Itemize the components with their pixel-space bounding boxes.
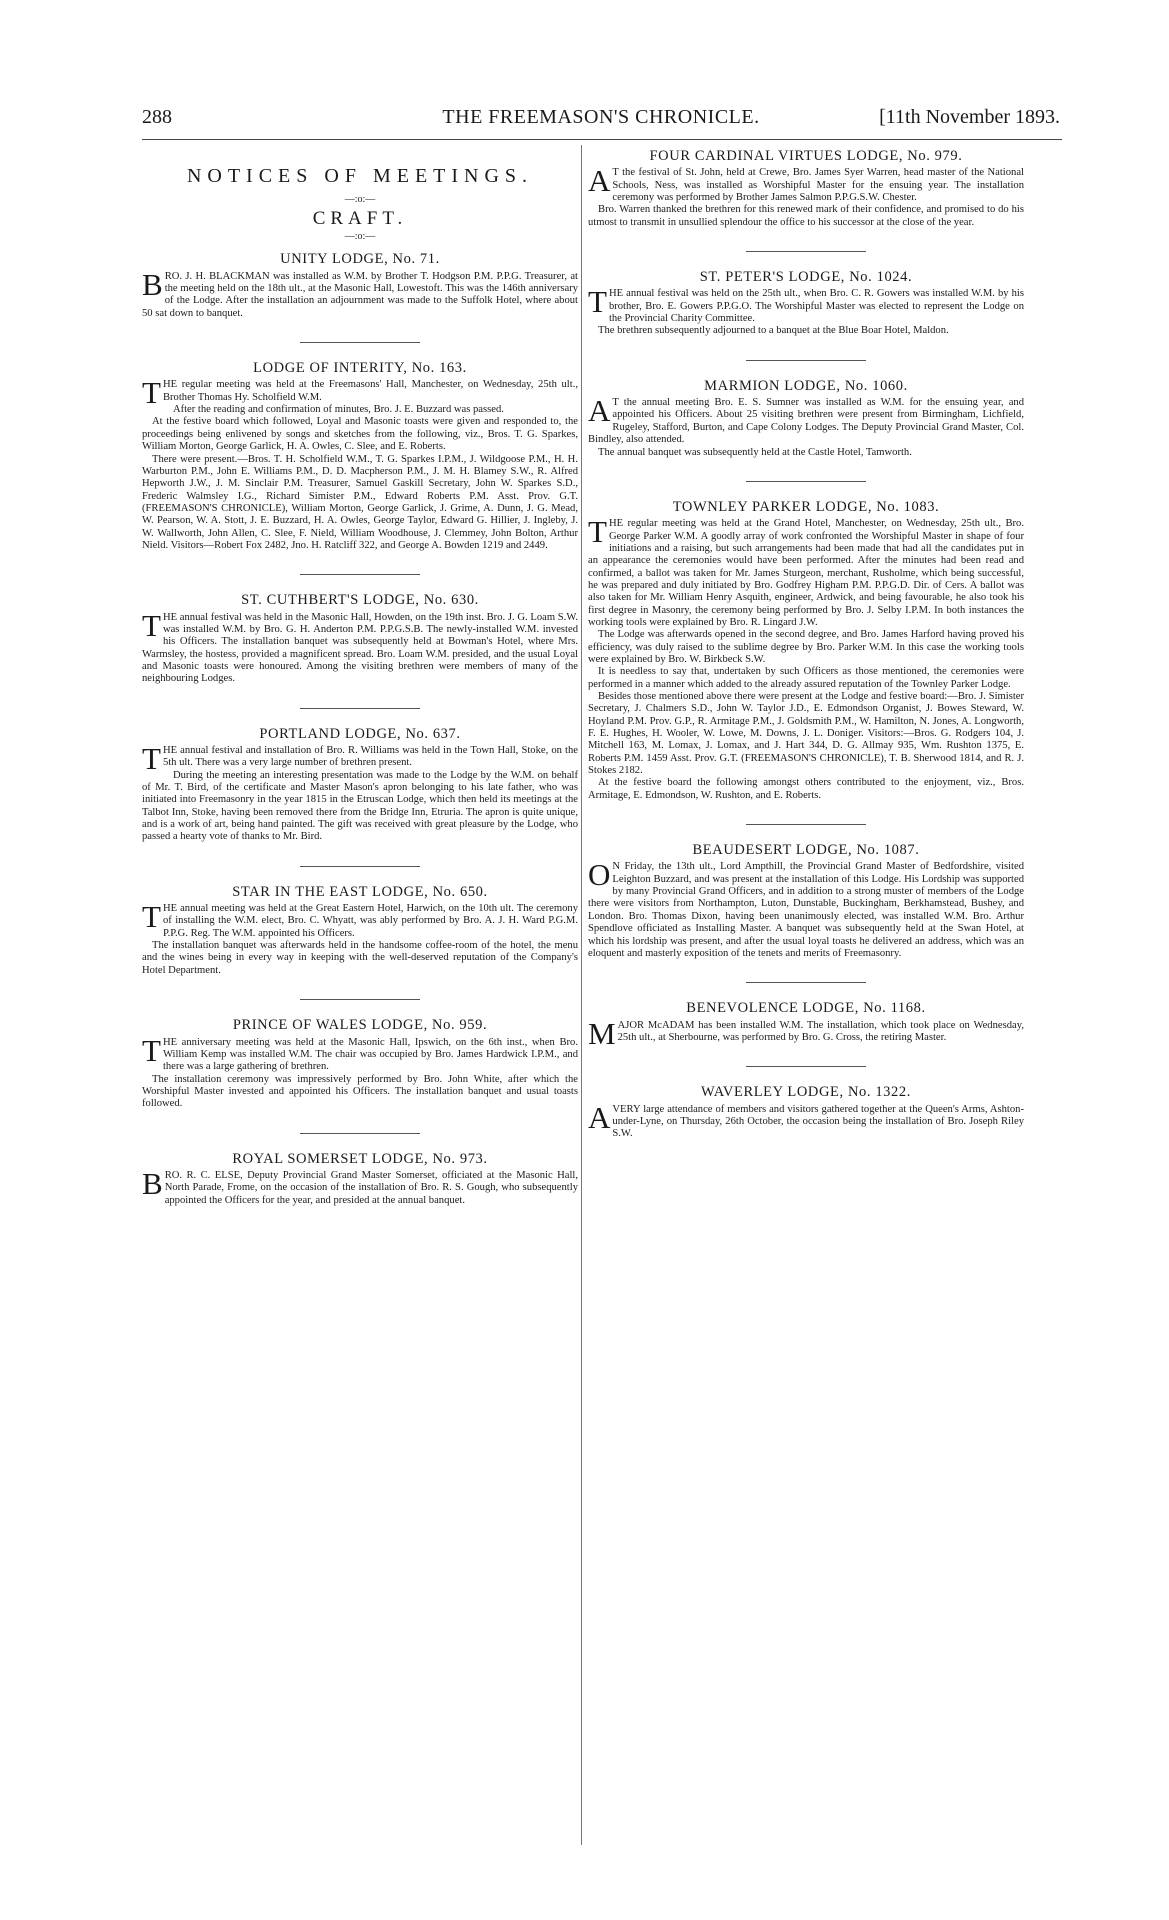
notice-paragraph: At the festive board the following amongst others contributed to the enjoyment, viz., Bros. Armitage, E. Edmondson, W. Rushton, and E. Roberts. <box>588 777 1024 801</box>
notice-paragraph: THE anniversary meeting was held at the Masonic Hall, Ipswich, on the 6th inst., when Bro. William Kemp was installed W.M. The chair was occupied by Bro. James Hardwick I.P.M., and there was a large gathering of brethren. <box>142 1032 578 1073</box>
section-rule <box>746 824 866 825</box>
notice-paragraph: THE annual festival was held in the Masonic Hall, Howden, on the 19th inst. Bro. J. G. Loam S.W. was installed W.M. by Bro. G. H. Anderton P.M. P.P.G.S.B. The newly-installed W.M. invested his Officers. The installation banquet was subsequently held at Bowman's Hotel, where Mrs. Warmsley, the hostess, provided a magnificent spread. Bro. Loam W.M. presided, and the usual Loyal and Masonic toasts were honoured. Among the visiting brethren were members of many of the neighbouring Lodges. <box>142 607 578 685</box>
lodge-title: UNITY LODGE, No. 71. <box>280 251 440 268</box>
notice-paragraph: BRO. R. C. ELSE, Deputy Provincial Grand Master Somerset, officiated at the Masonic Hall, North Parade, Frome, on the occasion of the installation of Bro. R. S. Gough, who subsequently appointed the Officers for the year, and presided at the annual banquet. <box>142 1165 578 1206</box>
lodge-notice <box>588 1000 1024 1051</box>
lodge-notice <box>142 253 578 320</box>
left-column <box>142 150 578 1207</box>
notice-paragraph: THE regular meeting was held at the Grand Hotel, Manchester, on Wednesday, 25th ult., Bro. George Parker W.M. A goodly array of work confronted the Worshipful Master in shape of four initiations and a raising, but such arrangements had been made that had all the candidates put in an appearance the ceremonies would have been performed. After the minutes had been read and confirmed, a ballot was taken for Mr. James Sturgeon, merchant, Rusholme, which being successful, he was prepared and duly initiated by Bro. Godfrey Higham P.M. P.P.G.D. Dir. of Cers. A ballot was also taken for Mr. William Henry Asquith, engineer, Ardwick, and being favourable, he also took his first degree in Masonry, the ceremony being performed by Bro. J. Selby I.P.M. In both instances the working tools were explained by Bro. R. Lingard J.W. <box>588 514 1024 628</box>
lodge-title: STAR IN THE EAST LODGE, No. 650. <box>232 883 488 900</box>
section-rule <box>300 999 420 1000</box>
lodge-title: ROYAL SOMERSET LODGE, No. 973. <box>232 1150 488 1167</box>
lodge-title: MARMION LODGE, No. 1060. <box>704 377 908 394</box>
notice-paragraph: During the meeting an interesting presentation was made to the Lodge by the W.M. on behalf of Mr. T. Bird, of the certificate and Master Mason's apron belonging to his late father, who was initiated into Freemasonry in the year 1815 in the Etruscan Lodge, which then held its meetings at the Talbot Inn, Stoke, having been removed there from the Bridge Inn, Etruria. The apron is quite unique, and is a work of art, being hand painted. The gift was received with great pleasure by the Lodge, who passed a hearty vote of thanks to Mr. Bird. <box>142 769 578 843</box>
lodge-title: LODGE OF INTERITY, No. 163. <box>253 360 467 377</box>
craft-heading: CRAFT. <box>312 207 408 229</box>
right-column <box>588 150 1024 1141</box>
lodge-title: BEAUDESERT LODGE, No. 1087. <box>692 842 920 859</box>
section-rule <box>746 982 866 983</box>
lodge-title: FOUR CARDINAL VIRTUES LODGE, No. 979. <box>649 148 963 164</box>
notice-paragraph: After the reading and confirmation of minutes, Bro. J. E. Buzzard was passed. <box>172 404 504 416</box>
lodge-notice <box>142 1019 578 1110</box>
section-rule <box>746 251 866 252</box>
lodge-notice <box>588 377 1024 459</box>
lodge-title: WAVERLEY LODGE, No. 1322. <box>701 1084 911 1101</box>
section-rule <box>300 866 420 867</box>
lodge-notice <box>142 725 578 844</box>
notice-paragraph: There were present.—Bros. T. H. Scholfield W.M., T. G. Sparkes I.P.M., J. Wildgoose P.M., H. H. Warburton P.M., John E. Williams P.M., D. D. Macpherson P.M., J. M. H. Blamey S.W., R. Alfred Hepworth J.W., J. M. Sinclair P.M. Treasurer, Samuel Gaskill Secretary, John W. Sparkes S.D., Frederic Walmsley I.G., Richard Simister P.M., Edward Roberts P.M. Asst. Prov. G.T. (FREEMASON'S CHRONICLE), William Morton, George Garlick, J. Grime, A. Dunn, J. G. Mead, W. Pearson, W. A. Stott, J. E. Buzzard, H. A. Owles, George Taylor, Edward G. Hillier, J. Ingleby, J. W. Wallworth, John Allen, C. Slee, F. Nield, William Woodhouse, J. Clemmey, John Bolton, Arthur Nield. Visitors—Robert Fox 2482, Jno. H. Ratcliff 322, and George A. Bowden 1219 and 2449. <box>142 453 578 551</box>
notice-paragraph: The annual banquet was subsequently held at the Castle Hotel, Tamworth. <box>598 446 912 458</box>
lodge-notice <box>142 883 578 977</box>
lodge-notice <box>588 271 1024 338</box>
section-rule <box>746 1066 866 1067</box>
notice-paragraph: The brethren subsequently adjourned to a banquet at the Blue Boar Hotel, Maldon. <box>598 325 949 337</box>
publication-title: THE FREEMASON'S CHRONICLE. <box>442 106 760 128</box>
lodge-notice <box>142 594 578 685</box>
lodge-notice <box>588 1086 1024 1140</box>
section-rule <box>300 574 420 575</box>
lodge-notice <box>588 498 1024 802</box>
notice-paragraph: THE annual festival and installation of Bro. R. Williams was held in the Town Hall, Stoke, on the 5th ult. There was a very large number of brethren present. <box>142 741 578 776</box>
ornament-divider: —:o:— <box>344 231 376 243</box>
notice-paragraph: AT the festival of St. John, held at Crewe, Bro. James Syer Warren, head master of the National Schools, Ness, was installed as Worshipful Master for the ensuing year. The installation ceremony was performed by Brother James Salmon P.P.G.S.W. Chester. <box>588 163 1024 204</box>
notice-paragraph: AVERY large attendance of members and visitors gathered together at the Queen's Arms, Ashton-under-Lyne, on Thursday, 26th October, the occasion being the installation of Bro. Joseph Riley S.W. <box>588 1099 1024 1140</box>
notice-paragraph: Bro. Warren thanked the brethren for this renewed mark of their confidence, and promised to do his utmost to transmit in unsullied splendour the office to his successor at the close of the year. <box>588 204 1024 228</box>
section-rule <box>300 708 420 709</box>
notice-paragraph: BRO. J. H. BLACKMAN was installed as W.M. by Brother T. Hodgson P.M. P.P.G. Treasurer, at the meeting held on the 18th ult., at the Masonic Hall, Lowestoft. This was the 146th anniversary of the Lodge. After the installation an adjournment was made to the Suffolk Hotel, where about 50 sat down to banquet. <box>142 266 578 319</box>
notices-heading: NOTICES OF MEETINGS. <box>186 165 534 187</box>
notice-paragraph: THE regular meeting was held at the Freemasons' Hall, Manchester, on Wednesday, 25th ult., Brother Thomas Hy. Scholfield W.M. <box>142 375 578 411</box>
header-rule <box>142 139 1062 140</box>
section-rule <box>300 342 420 343</box>
lodge-notice <box>142 1150 578 1207</box>
column-divider <box>581 145 582 1845</box>
page-header <box>142 106 1060 136</box>
notice-paragraph: ON Friday, the 13th ult., Lord Ampthill, the Provincial Grand Master of Bedfordshire, visited Leighton Buzzard, and was present at the installation of this Lodge. His Lordship was supported by many Provincial Grand Officers, and in addition to a strong muster of members of the Lodge there were visitors from Northampton, Luton, Dunstable, Buckingham, Berkhamstead, Bushey, and London. Bro. Thomas Dixon, having been unanimously elected, was installed W.M. Bro. Arthur Spendlove officiated as Installing Master. A banquet was subsequently held at the Swan Hotel, at which his lordship was present, and after the usual loyal toasts he delivered an address, which was an eloquent and masterly exposition of the tenets and merits of Freemasonry. <box>588 857 1024 959</box>
notice-paragraph: THE annual meeting was held at the Great Eastern Hotel, Harwich, on the 10th ult. The ceremony of installing the W.M. elect, Bro. C. Whyatt, was ably performed by Bro. A. J. H. Ward P.G.M. P.P.G. Reg. The W.M. appointed his Officers. <box>142 899 578 939</box>
notice-paragraph: The installation banquet was afterwards held in the handsome coffee-room of the hotel, the menu and the wines being in every way in keeping with the well-deserved reputation of the Company's Hotel Department. <box>142 940 578 976</box>
lodge-notice <box>142 362 578 552</box>
lodge-notice <box>588 844 1024 960</box>
notice-paragraph: It is needless to say that, undertaken by such Officers as those mentioned, the ceremonies were performed in a manner which added to the already assured reputation of the Townley Parker Lodge. <box>588 666 1024 690</box>
lodge-title: ST. PETER'S LODGE, No. 1024. <box>699 269 913 286</box>
ornament-divider: —:o:— <box>344 194 376 206</box>
lodge-title: ST. CUTHBERT'S LODGE, No. 630. <box>241 592 479 609</box>
lodge-title: PRINCE OF WALES LODGE, No. 959. <box>232 1017 488 1034</box>
section-rule <box>746 360 866 361</box>
notice-paragraph: At the festive board which followed, Loyal and Masonic toasts were given and responded to, the proceedings being enlivened by songs and sketches from the following, viz., Bros. T. G. Sparkes, William Morton, George Garlick, H. A. Owles, C. Slee, and E. Roberts. <box>142 416 578 453</box>
notice-paragraph: The installation ceremony was impressively performed by Bro. John White, after which the Worshipful Master invested and appointed his Officers. The installation banquet and usual toasts followed. <box>142 1073 578 1110</box>
section-rule <box>300 1133 420 1134</box>
lodge-title: PORTLAND LODGE, No. 637. <box>259 725 461 742</box>
notice-paragraph: The Lodge was afterwards opened in the second degree, and Bro. James Harford having proved his efficiency, was duly raised to the sublime degree by Bro. Parker W.M. In this case the working tools were explained by Bro. W. Birkbeck S.W. <box>588 629 1024 665</box>
lodge-title: BENEVOLENCE LODGE, No. 1168. <box>686 1000 926 1017</box>
notice-paragraph: AT the annual meeting Bro. E. S. Sumner was installed as W.M. for the ensuing year, and appointed his Officers. About 25 visiting brethren were present from Birmingham, Lichfield, Rugeley, Stafford, Burton, and Cape Colony Lodges. The Deputy Provincial Grand Master, Col. Bindley, also attended. <box>588 393 1024 446</box>
lodge-title: TOWNLEY PARKER LODGE, No. 1083. <box>672 498 940 515</box>
notice-paragraph: MAJOR McADAM has been installed W.M. The installation, which took place on Wednesday, 25th ult., at Sherbourne, was performed by Bro. G. Cross, the retiring Master. <box>588 1015 1024 1051</box>
notice-paragraph: Besides those mentioned above there were present at the Lodge and festive board:—Bro. J. Simister Secretary, J. Chalmers S.D., John W. Taylor J.D., E. Edmondson Organist, J. Bowes Steward, W. Hoyland P.M. Prov. G.P., R. Armitage P.M., J. Goldsmith P.M., W. Hamilton, N. Jones, A. Longworth, F. E. Hughes, H. Wooler, W. Lowe, M. Downs, J. L. Doniger. Visitors:—Bros. G. Rodgers 104, J. Mitchell 163, M. Lomax, J. Lomax, and J. Hart 344, D. G. Allmay 935, Wm. Rushton 1375, E. Roberts P.M. 1459 Asst. Prov. G.T. (FREEMASON'S CHRONICLE), T. B. Sherwood 1814, and R. J. Stokes 2182. <box>588 691 1024 777</box>
notice-paragraph: THE annual festival was held on the 25th ult., when Bro. C. R. Gowers was installed W.M. by his brother, Bro. E. Gowers P.P.G.O. The Worshipful Master was elected to represent the Lodge on the Provincial Charity Committee. <box>588 284 1024 325</box>
page-number: 288 <box>142 106 172 128</box>
lodge-notice <box>588 150 1024 229</box>
issue-date: [11th November 1893. <box>879 106 1060 128</box>
section-rule <box>746 481 866 482</box>
